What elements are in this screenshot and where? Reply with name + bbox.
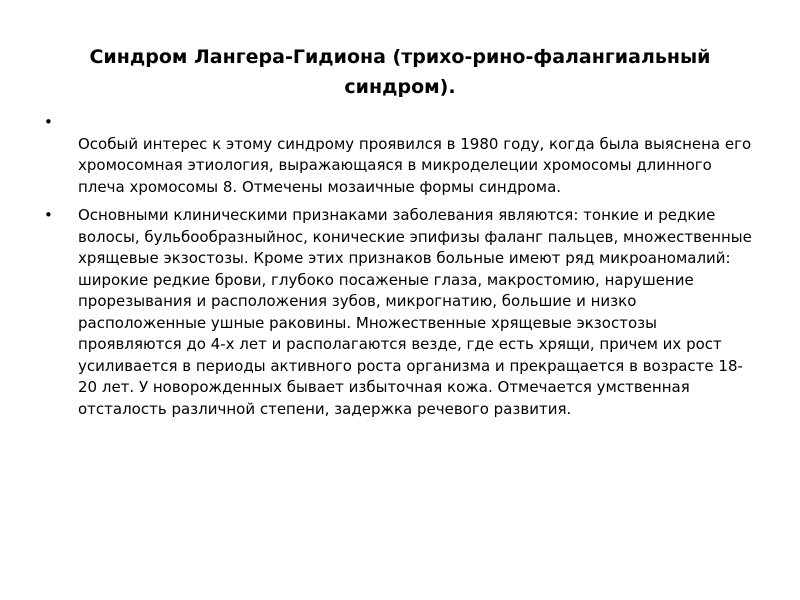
bullet-text: Основными клиническими признаками заболевания являются: тонкие и редкие волосы, бульбообразныйнос, конические эпифизы фаланг пальцев, множественные хрящевые экзостозы. Кроме этих признаков больные имеют ряд микроаномалий: широкие редкие брови, глубоко посаженые глаза, макростомию, нарушение прорезывания и расположения зубов, микрогнатию, большие и низко расположенные ушные раковины. Множественные хрящевые экзостозы проявляются до 4-х лет и располагаются везде, где есть хрящи, причем их рост усиливается в периоды активного роста организма и прекращается в возрасте 18-20 лет. У новорожденных бывает избыточная кожа. Отмечается умственная отсталость различной степени, задержка речевого развития. xyxy=(78,206,752,418)
bullet-list xyxy=(44,112,760,427)
bullet-item xyxy=(44,205,760,420)
bullet-icon: • xyxy=(44,206,53,224)
slide-title: Синдром Лангера-Гидиона (трихо-рино-фалангиальный синдром). xyxy=(89,46,711,98)
bullet-item xyxy=(44,112,760,198)
bullet-text: Особый интерес к этому синдрому проявился в 1980 году, когда была выяснена его хромосомная этиология, выражающаяся в микроделеции хромосомы длинного плеча хромосомы 8. Отмечены мозаичные формы синдрома. xyxy=(78,134,752,196)
bullet-icon: • xyxy=(44,113,53,131)
